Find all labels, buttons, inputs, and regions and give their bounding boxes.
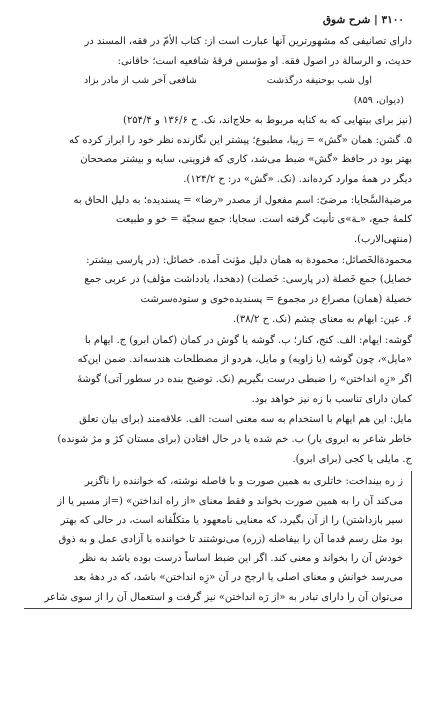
text-line: می‌توان آن را دارای تبادر به «از رَه انداختن» نیز گرفت و استعمال آن را از سوی شاعر (44, 591, 403, 603)
text-line: می‌کند آن را به همین صورت بخواند و فقط معنای «از راه انداختن» (=از مسیر یا از (57, 495, 403, 507)
text-line: «مایل»، چون گوشه (یا زاویه) و مایل، هردو از مصطلحات هندسه‌اند. ضمن این‌که (77, 354, 412, 366)
text-line: ۵. گشن: همان «گش» = زیبا، مطبوع؛ پیشتر این نگارنده نظر خود را ابراز کرده که (69, 134, 412, 146)
text-line: حدیث، و الرسالة در اصول فقه. او مؤسس فرقۀ شافعیه است؛ خاقانی: (117, 55, 412, 67)
marziyya-paragraph (24, 191, 412, 250)
hemistich-right: اول شب بوحنیفه درگذشت (266, 75, 372, 87)
text-line: اگر «زِه انداختن» را ضبطی درست بگیریم (نک. توضیح بنده در سطور آتی) گوشۀ (77, 373, 412, 385)
text-line: ز ره بینداخت: خاتلری به همین صورت و با فاصله نوشته، که خواننده را ناگزیر (84, 476, 403, 488)
text-line: کلمۀ جمع، «ـة»ی تأنیث گرفته است. سجایا: جمع سجیّة = خو و طبیعت (115, 214, 412, 226)
text-line: ۶. عین: ایهام به معنای چشم (نک. ح ۳۸/۲). (232, 313, 412, 325)
text-line: سیر بازداشتن) را از آن بگیرد، که معنایی نامعهود یا متکلّفانه است، در حالی که بهتر (60, 514, 403, 526)
poem-verse (24, 71, 412, 91)
text-line: (نیز برای بیتهایی که به کنایه مربوط به حلاج‌اند، نک. ح ۱۳۶/۶ و ۲۵۴/۴) (123, 114, 412, 126)
intro-paragraph (24, 32, 412, 71)
page-header (24, 14, 412, 26)
text-line: گوشه: ایهام: الف. کنج، کنار؛ ب. گوشه یا گوش در کمان (کمان ابرو) ج. ایهام با (84, 334, 412, 346)
text-line: خصیلة (همان) مصراع در مجموع = پسندیده‌خوی و ستوده‌سرشت (140, 294, 412, 306)
hemistich-left: شافعی آخر شب از مادر بزاد (84, 75, 197, 87)
text-line: دیگر در همۀ موارد کرده‌اند. (نک. «گش» در: ح ۱۲۴/۲). (183, 173, 412, 185)
page-number-title: ۳۱۰۰ | شرح شوق (322, 14, 404, 26)
gushe-paragraph (24, 331, 412, 410)
gesh-paragraph (24, 111, 412, 190)
text-line: خودش آن را بخواند و معنی کند. اگر این ضبط اساساً درست بوده باشد به نظر (79, 553, 403, 565)
text-line: خاطر شاعر به ابروی یار) ب. خم شده یا در حال افتادن (برای مستان کژ و مژ شونده) (57, 434, 412, 446)
zereh-boxed-paragraph (24, 471, 412, 608)
text-line: دارای تصانیفی که مشهورترین آنها عبارت است از: کتاب الأمّ در فقه، المسند در (84, 36, 412, 47)
text-line: بود مثل رسم قدما آن را بیفاصله (زره) می‌نوشتند تا خواننده با آزادی عمل و به ذوق (58, 534, 403, 546)
text-line: کمان دارای تناسب با زه نیز خواهد بود. (251, 393, 412, 405)
mahmuda-paragraph (24, 251, 412, 330)
mayel-paragraph (24, 410, 412, 469)
text-line: مرضیة‌السَّجایا: مرضیّ: اسم مفعول از مصدر «رضا» = پسندیده؛ به دلیل الحاق به (73, 194, 412, 206)
text-line: بهتر بود در حافظ «گش» ضبط می‌شد، کاری که قزوینی، سایه و بیشتر مصححان (80, 154, 412, 166)
text-line: (منتهی‌الارب). (353, 234, 412, 246)
text-line: می‌رسد خوانش و معنای اصلی یا ارجح در آن «زِه انداختن» باشد، که در دهۀ بعد (73, 572, 403, 584)
text-line: ج. مایلی یا کجی (برای ابرو). (292, 453, 412, 465)
poem-source: (دیوان، ۸۵۹) (353, 95, 404, 107)
text-line: محمودة‌الخَصائل: محمودة به همان دلیل مؤنث آمده. خصائل: (در پارسی بیشتر: (86, 254, 412, 266)
text-line: خصایل) جمع خَصلة (در پارسی: خَصلت) (دهخدا، یادداشت مؤلف) در عربی جمع (84, 274, 412, 286)
text-line: مایل: این هم ایهام با استخدام به سه معنی است: الف. علاقه‌مند (برای بیان تعلق (79, 414, 412, 426)
